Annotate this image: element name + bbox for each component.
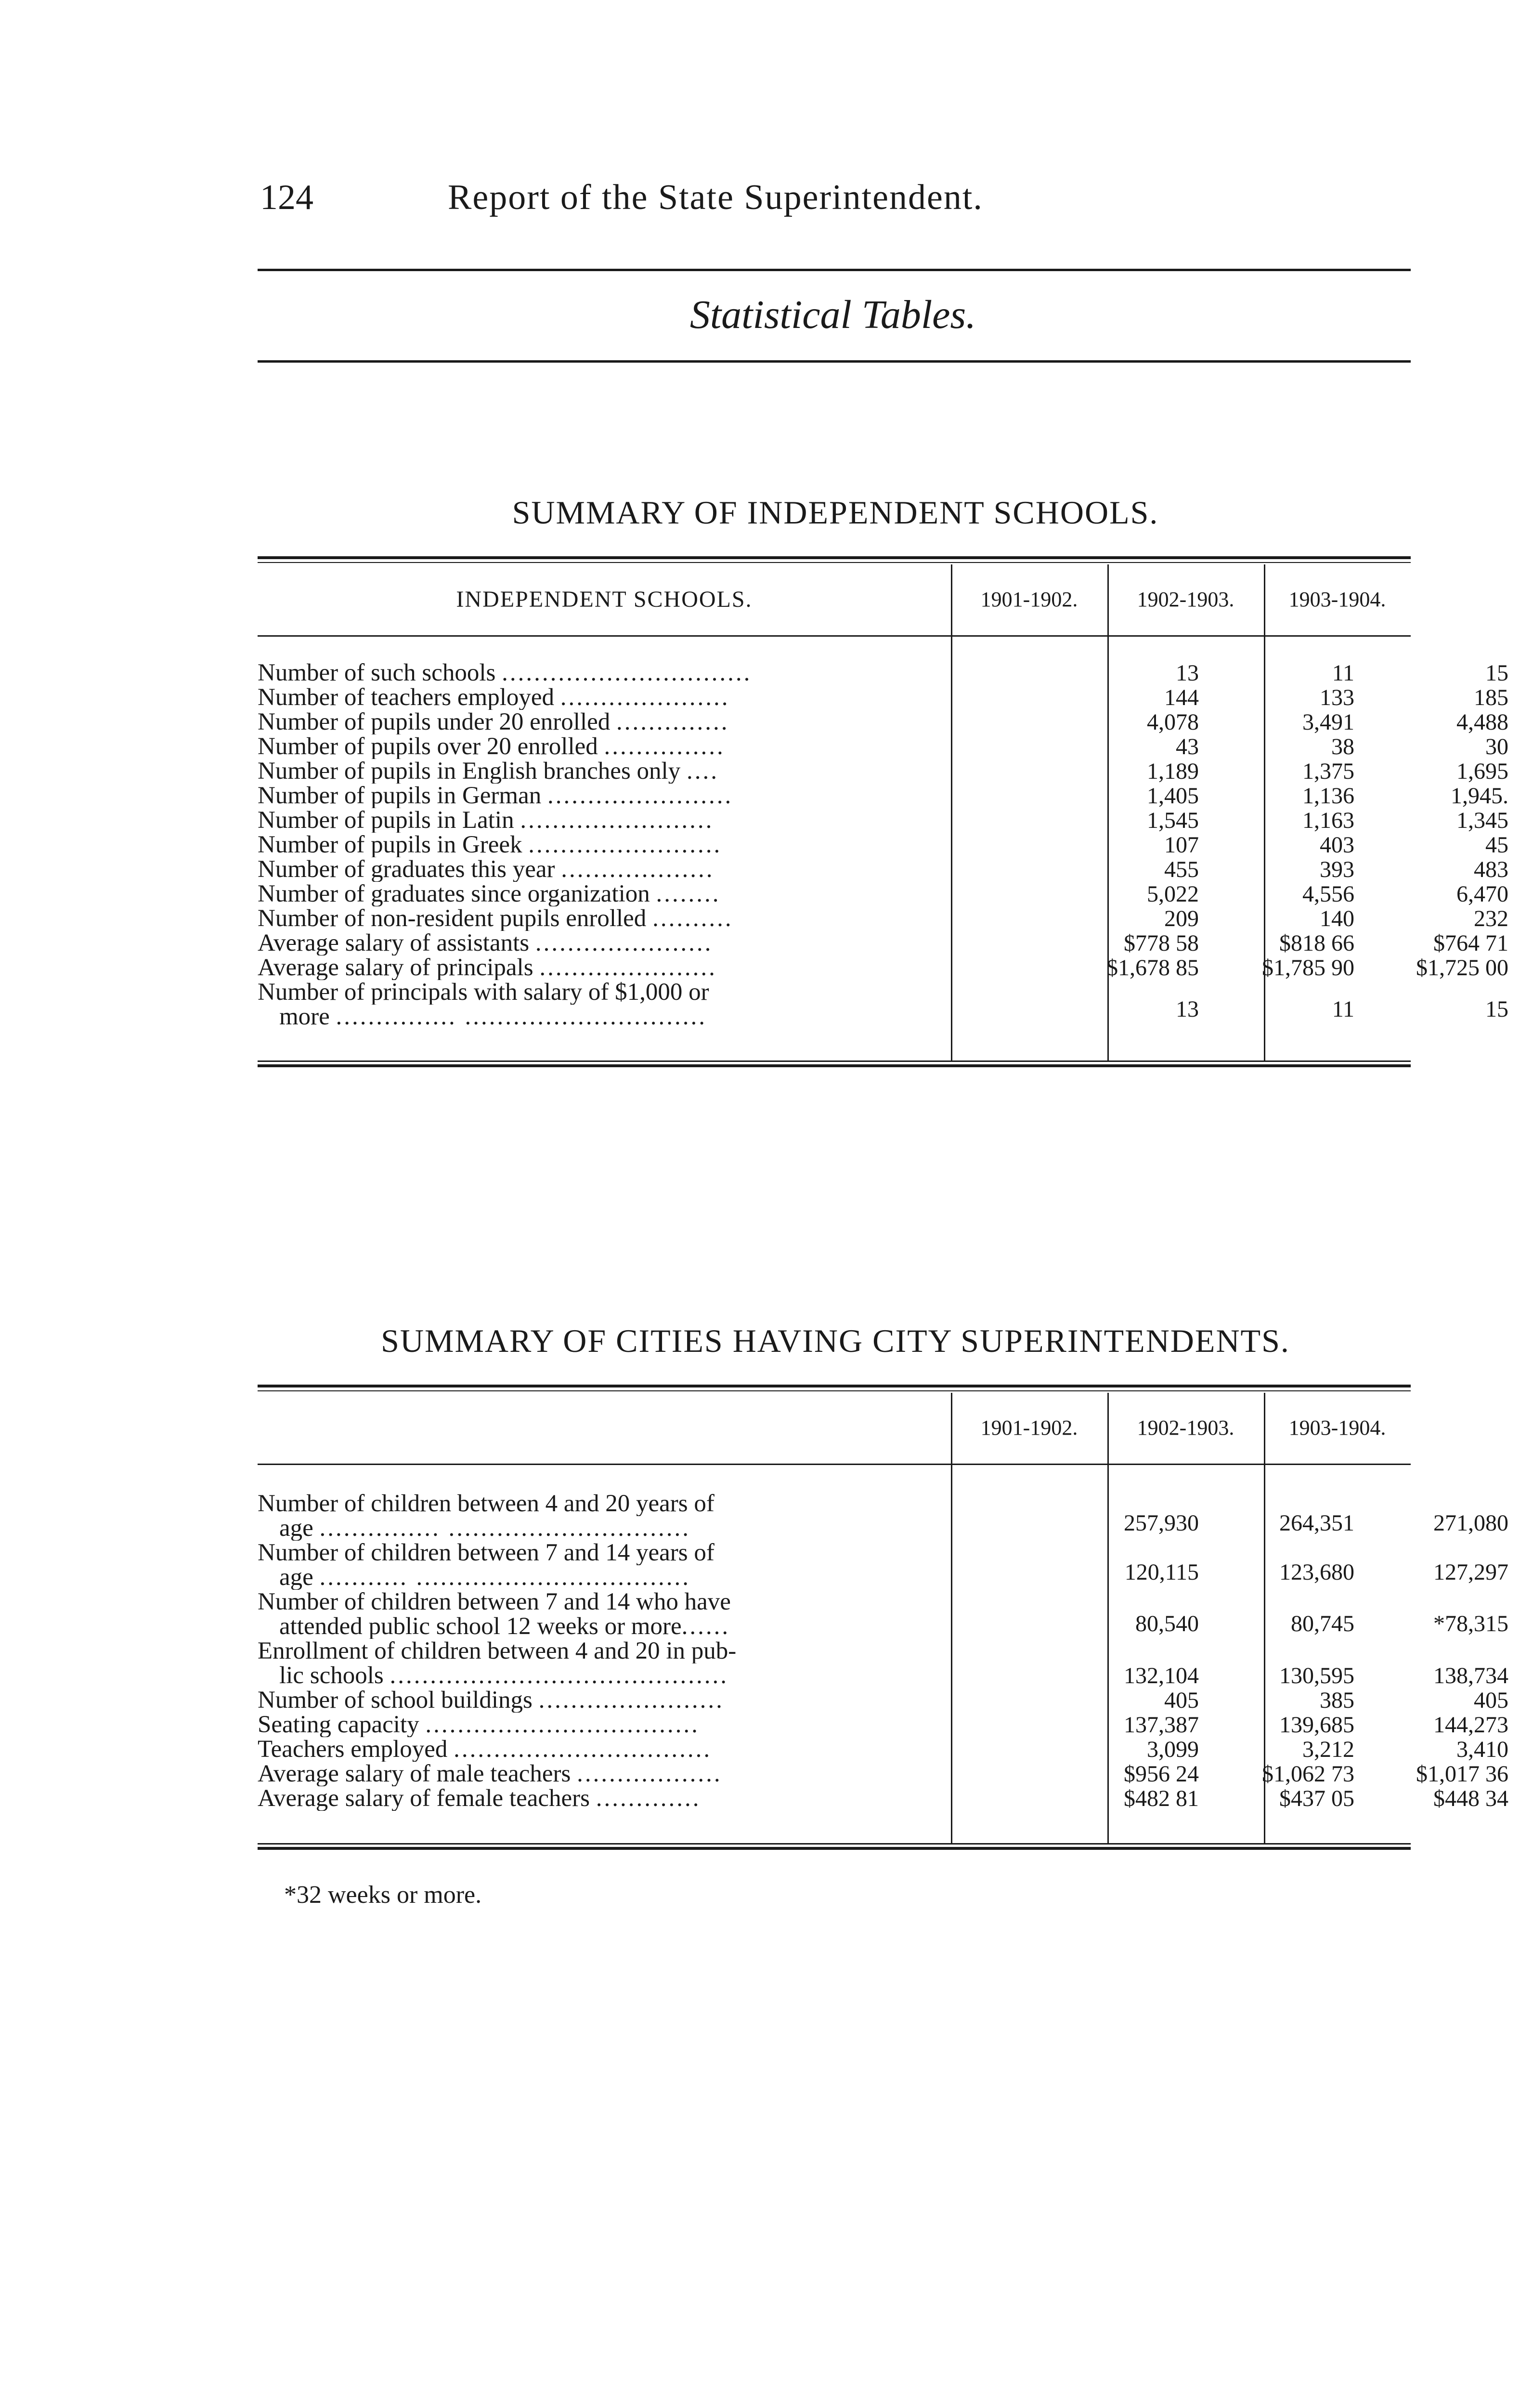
value-1903: 1,345 (1456, 808, 1508, 833)
row-label: Number of non-resident pupils enrolled (258, 906, 647, 931)
independent-schools-table (258, 556, 1508, 1067)
leader-dots: ............................... (502, 661, 752, 685)
section-rule (258, 360, 1411, 363)
value-1902: 11 (1332, 996, 1354, 1022)
table1-title: SUMMARY OF INDEPENDENT SCHOOLS. (512, 494, 1159, 531)
leader-dots: ....................... (547, 784, 733, 808)
value-1901: 144 (1164, 685, 1199, 710)
row-label-continued: attended public school 12 weeks or more (279, 1614, 682, 1639)
row-label: Number of pupils in English branches only (258, 759, 681, 784)
value-1903: 1,695 (1456, 759, 1508, 784)
value-1901: $482 81 (1124, 1786, 1199, 1811)
row-label: Teachers employed (258, 1737, 448, 1762)
value-1903: 138,734 (1433, 1663, 1508, 1688)
value-1903: 3,410 (1456, 1737, 1508, 1762)
value-1903: 405 (1474, 1688, 1508, 1713)
table-row (258, 980, 1508, 1029)
value-1901: 405 (1164, 1688, 1199, 1713)
row-label-continued: age (279, 1565, 313, 1590)
table2-title: SUMMARY OF CITIES HAVING CITY SUPERINTENDENTS. (381, 1322, 1290, 1359)
value-1903: 144,273 (1433, 1712, 1508, 1738)
value-1903: 15 (1485, 996, 1508, 1022)
row-label: Average salary of assistants (258, 931, 530, 955)
leader-dots: ............... .............................. (319, 1516, 691, 1541)
row-label-continued: lic schools (279, 1663, 384, 1688)
row-label: Number of pupils in Latin (258, 808, 514, 833)
row-label: Number of pupils in Greek (258, 833, 522, 857)
value-1902: $1,785 90 (1262, 955, 1354, 981)
header-rule (258, 269, 1411, 271)
leader-dots: ................................ (454, 1737, 712, 1762)
section-title: Statistical Tables. (689, 292, 976, 337)
table2-bottom-rule (258, 1843, 1411, 1850)
value-1902: 1,375 (1302, 759, 1354, 784)
leader-dots: .......................................... (390, 1663, 728, 1688)
value-1902: 123,680 (1279, 1559, 1354, 1585)
table-row (258, 1639, 1508, 1688)
table-row (258, 1541, 1508, 1590)
table2-top-rule (258, 1385, 1411, 1391)
row-label: Number of graduates this year (258, 857, 555, 882)
value-1902: 1,163 (1302, 808, 1354, 833)
value-1902: 403 (1320, 832, 1354, 858)
row-label: Number of pupils under 20 enrolled (258, 710, 611, 734)
row-label: Average salary of female teachers (258, 1786, 590, 1811)
leader-dots: ........................ (528, 833, 722, 857)
value-1901: 120,115 (1124, 1559, 1199, 1585)
leader-dots: ....................... (538, 1688, 724, 1713)
leader-dots: .... (686, 759, 719, 784)
row-label: Number of pupils in German (258, 784, 542, 808)
value-1902: $1,062 73 (1262, 1761, 1354, 1787)
leader-dots: ...... (681, 1614, 730, 1639)
value-1903: 4,488 (1456, 709, 1508, 735)
row-label: Number of school buildings (258, 1688, 533, 1713)
leader-dots: ............... (604, 734, 725, 759)
value-1901: 80,540 (1135, 1611, 1199, 1636)
value-1903: 45 (1485, 832, 1508, 858)
table1-header (258, 563, 1411, 637)
value-1902: 393 (1320, 857, 1354, 882)
value-1901: 132,104 (1124, 1663, 1199, 1688)
value-1903: $764 71 (1433, 930, 1508, 956)
value-1903: $1,017 36 (1416, 1761, 1508, 1787)
row-label: Seating capacity (258, 1713, 419, 1737)
row-label: Number of graduates since organization (258, 882, 650, 906)
leader-dots: ...................... (535, 931, 713, 955)
value-1903: $1,725 00 (1416, 955, 1508, 981)
value-1901: 107 (1164, 832, 1199, 858)
value-1901: $778 58 (1124, 930, 1199, 956)
value-1901: 1,189 (1147, 759, 1199, 784)
table1-col-1902: 1902-1903. (1137, 587, 1234, 611)
table-row (258, 1492, 1508, 1541)
value-1902: 3,491 (1302, 709, 1354, 735)
value-1902: 139,685 (1279, 1712, 1354, 1738)
row-label: Number of teachers employed (258, 685, 555, 710)
row-label: Number of children between 7 and 14 years of (258, 1541, 715, 1565)
value-1901: 3,099 (1147, 1737, 1199, 1762)
table1-bottom-rule (258, 1060, 1411, 1067)
value-1902: 385 (1320, 1688, 1354, 1713)
value-1901: 257,930 (1124, 1510, 1199, 1536)
value-1902: 3,212 (1302, 1737, 1354, 1762)
value-1903: 127,297 (1433, 1559, 1508, 1585)
leader-dots: ..................... (560, 685, 730, 710)
leader-dots: ............... .............................. (336, 1005, 707, 1029)
value-1902: 140 (1320, 906, 1354, 931)
value-1902: 264,351 (1279, 1510, 1354, 1536)
table2-col-1902: 1902-1903. (1137, 1415, 1234, 1440)
city-superintendents-table (258, 1385, 1508, 1850)
table1-top-rule (258, 556, 1411, 563)
value-1901: 13 (1176, 996, 1199, 1022)
table1-col-1901: 1901-1902. (980, 587, 1078, 611)
table2-col-1903: 1903-1904. (1288, 1415, 1386, 1440)
leader-dots: ...................... (539, 955, 717, 980)
value-1902: 4,556 (1302, 881, 1354, 907)
row-label: Number of children between 7 and 14 who have (258, 1590, 731, 1614)
row-label: Number of pupils over 20 enrolled (258, 734, 598, 759)
table2-header (258, 1391, 1411, 1465)
value-1901: 1,545 (1147, 808, 1199, 833)
value-1903: $448 34 (1433, 1786, 1508, 1811)
table2-col-1901: 1901-1902. (980, 1415, 1078, 1440)
value-1903: 30 (1485, 734, 1508, 759)
table2-body (258, 1465, 1508, 1843)
value-1902: 130,595 (1279, 1663, 1354, 1688)
value-1903: 6,470 (1456, 881, 1508, 907)
row-label: Enrollment of children between 4 and 20 in pub- (258, 1639, 737, 1663)
row-label: Average salary of male teachers (258, 1762, 571, 1786)
leader-dots: ........... .................................. (319, 1565, 691, 1590)
leader-dots: ............. (596, 1786, 701, 1811)
value-1901: 209 (1164, 906, 1199, 931)
value-1903: 185 (1474, 685, 1508, 710)
value-1902: $437 05 (1279, 1786, 1354, 1811)
leader-dots: .......... (652, 906, 733, 931)
value-1902: 80,745 (1291, 1611, 1354, 1636)
value-1903: 15 (1485, 660, 1508, 686)
table-row (258, 1590, 1508, 1639)
row-label: Number of children between 4 and 20 years of (258, 1492, 715, 1516)
running-head (260, 177, 1416, 230)
running-title: Report of the State Superintendent. (448, 178, 983, 217)
leader-dots: .............. (616, 710, 729, 734)
value-1903: 232 (1474, 906, 1508, 931)
value-1901: 5,022 (1147, 881, 1199, 907)
leader-dots: ........................ (520, 808, 714, 833)
footnote: *32 weeks or more. (284, 1881, 482, 1909)
value-1901: $1,678 85 (1106, 955, 1199, 981)
value-1901: 137,387 (1124, 1712, 1199, 1738)
value-1902: 38 (1331, 734, 1354, 759)
value-1903: 271,080 (1433, 1510, 1508, 1536)
table1-col-1903: 1903-1904. (1288, 587, 1386, 611)
row-label-continued: age (279, 1516, 313, 1541)
table1-stub-header: INDEPENDENT SCHOOLS. (456, 586, 753, 612)
value-1902: 1,136 (1302, 783, 1354, 809)
leader-dots: ........ (656, 882, 721, 906)
page-number: 124 (260, 178, 313, 217)
value-1902: $818 66 (1279, 930, 1354, 956)
value-1901: 4,078 (1147, 709, 1199, 735)
leader-dots: .................................. (425, 1713, 700, 1737)
value-1902: 133 (1320, 685, 1354, 710)
value-1903: 1,945. (1451, 783, 1508, 809)
row-label: Number of such schools (258, 661, 496, 685)
value-1901: 13 (1176, 660, 1199, 686)
value-1903: *78,315 (1433, 1611, 1508, 1636)
leader-dots: ................... (561, 857, 715, 882)
row-label-continued: more (279, 1005, 330, 1029)
value-1903: 483 (1474, 857, 1508, 882)
value-1901: 1,405 (1147, 783, 1199, 809)
value-1901: 43 (1176, 734, 1199, 759)
value-1901: $956 24 (1124, 1761, 1199, 1787)
row-label: Number of principals with salary of $1,000 or (258, 980, 709, 1005)
value-1902: 11 (1332, 660, 1354, 686)
table1-body (258, 637, 1508, 1060)
row-label: Average salary of principals (258, 955, 533, 980)
value-1901: 455 (1164, 857, 1199, 882)
leader-dots: .................. (577, 1762, 722, 1786)
